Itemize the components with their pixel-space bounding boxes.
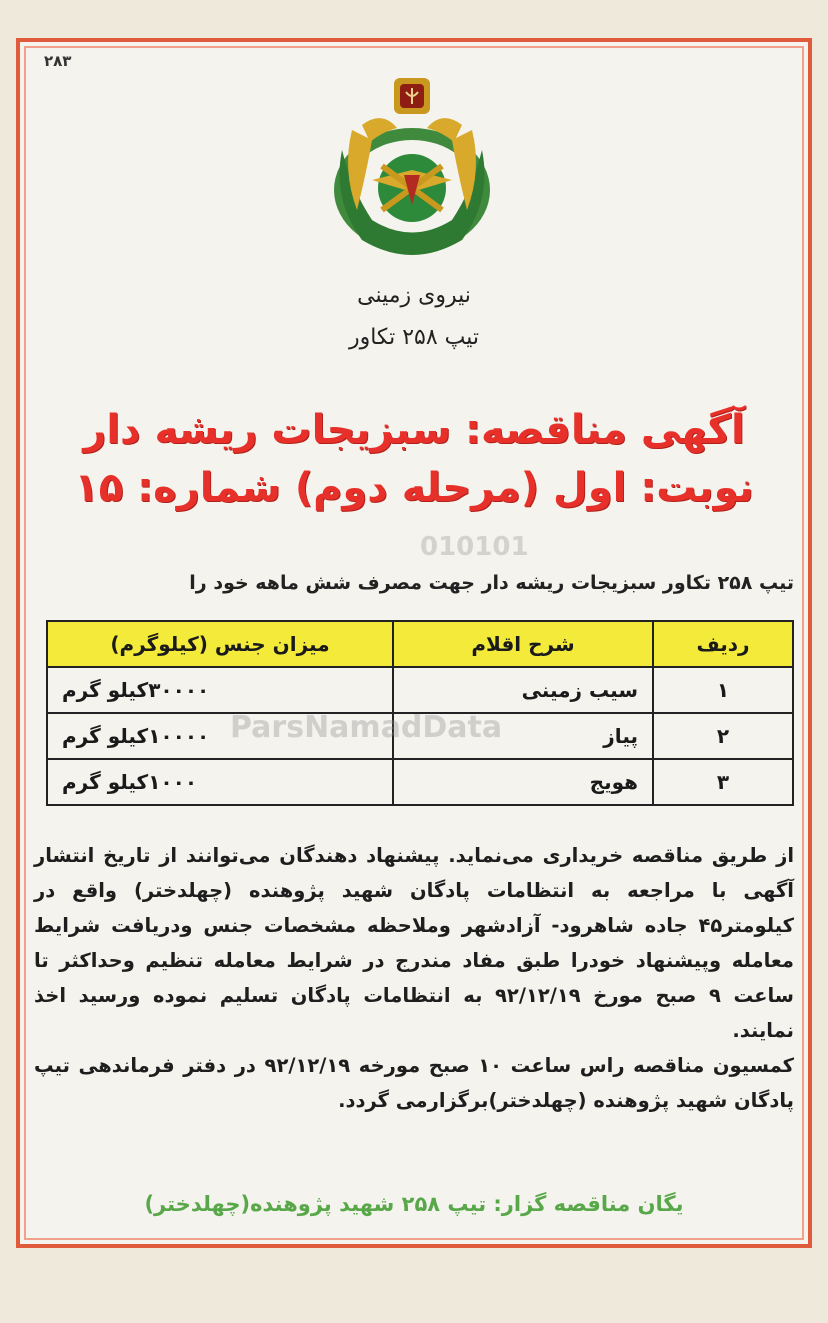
page-number: ۲۸۳ [44, 52, 72, 70]
watermark-digits: 010101 [420, 532, 529, 562]
body-paragraph: از طریق مناقصه خریداری می‌نماید. پیشنهاد دهندگان می‌توانند از تاریخ انتشار آگهی با مراجعه به انتظامات پادگان شهید پژوهنده (چهلدختر) واقع در کیلومتر۴۵ جاده شاهرود- آزادشهر وملاحظه مشخصات جنس ودریافت شرایط معامله وپیشنهاد خودرا طبق مفاد مندرج در شرایط معامله تنظیم وحداکثر تا ساعت ۹ صبح مورخ ۹۲/۱۲/۱۹ به انتظامات پادگان تسلیم نموده ورسید اخذ نمایند. [34, 844, 794, 1042]
row-description: پیاز [393, 713, 653, 759]
row-index: ۳ [653, 759, 793, 805]
intro-text: تیپ ۲۵۸ تکاور سبزیجات ریشه دار جهت مصرف شش ماهه خود را [189, 572, 794, 594]
row-quantity: ۳۰۰۰۰کیلو گرم [47, 667, 393, 713]
row-description: هویج [393, 759, 653, 805]
row-quantity: ۱۰۰۰کیلو گرم [47, 759, 393, 805]
body-paragraph: کمسیون مناقصه راس ساعت ۱۰ صبح مورخه ۹۲/۱۲/۱۹ در دفتر فرماندهی تیپ پادگان شهید پژوهنده (چهلدختر)برگزارمی گردد. [34, 1054, 794, 1112]
unit-name: تیپ ۲۵۸ تکاور [348, 325, 480, 350]
row-index: ۲ [653, 713, 793, 759]
row-description: سیب زمینی [393, 667, 653, 713]
notice-title: آگهی مناقصه: سبزیجات ریشه دار [83, 407, 745, 453]
row-index: ۱ [653, 667, 793, 713]
table-row [47, 667, 793, 713]
table-header-row [47, 621, 793, 667]
table-row [47, 759, 793, 805]
notice-subtitle: نوبت: اول (مرحله دوم) شماره: ۱۵ [74, 465, 754, 511]
row-quantity: ۱۰۰۰۰کیلو گرم [47, 713, 393, 759]
watermark-brand: ParsNamadData [230, 710, 503, 745]
header-quantity: میزان جنس (کیلوگرم) [47, 621, 393, 667]
notice-body [34, 838, 794, 1118]
tender-organizer: یگان مناقصه گزار: تیپ ۲۵۸ شهید پژوهنده(چهلدختر) [144, 1192, 684, 1216]
army-emblem-icon [322, 70, 502, 260]
header-description: شرح اقلام [393, 621, 653, 667]
org-name: نیروی زمینی [357, 283, 471, 308]
header-index: ردیف [653, 621, 793, 667]
